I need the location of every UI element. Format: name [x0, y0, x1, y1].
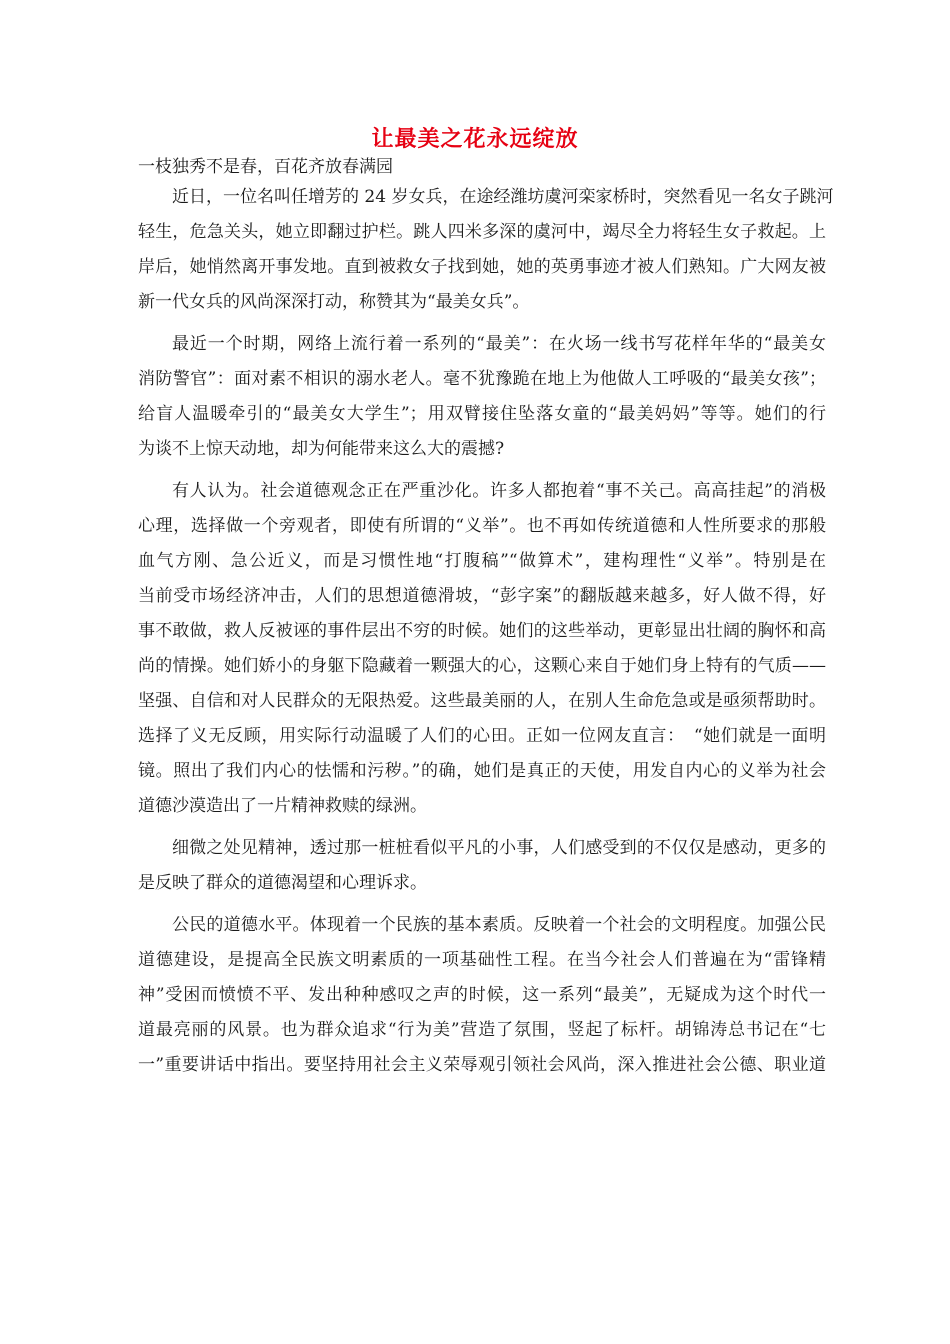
paragraph-line: 消防警官”：面对素不相识的溺水老人。毫不犹豫跪在地上为他做人工呼吸的“最美女孩”； [138, 369, 826, 389]
paragraph-line: 坚强、自信和对人民群众的无限热爱。这些最美丽的人，在别人生命危急或是亟须帮助时。 [138, 691, 826, 711]
paragraph-line: 道最亮丽的风景。也为群众追求“行为美”营造了氛围，竖起了标杆。胡锦涛总书记在“七 [138, 1020, 826, 1040]
page-subtitle: 一枝独秀不是春，百花齐放春满园 [138, 157, 393, 177]
page-title: 让最美之花永远绽放 [371, 126, 579, 152]
paragraph-line: 镜。照出了我们内心的怯懦和污秽。”的确，她们是真正的天使，用发自内心的义举为社会 [138, 761, 826, 781]
paragraph-line: 细微之处见精神，透过那一桩桩看似平凡的小事，人们感受到的不仅仅是感动，更多的 [172, 838, 826, 858]
article-body [138, 180, 834, 1090]
paragraph-line: 为谈不上惊天动地，却为何能带来这么大的震撼? [138, 439, 505, 459]
paragraph-line: 一”重要讲话中指出。要坚持用社会主义荣辱观引领社会风尚，深入推进社会公德、职业道 [138, 1055, 826, 1075]
paragraph-line: 近日，一位名叫任增芳的 24 岁女兵，在途经潍坊虞河栾家桥时，突然看见一名女子跳河 [172, 187, 834, 207]
paragraph [138, 327, 826, 467]
paragraph-line: 轻生，危急关头，她立即翻过护栏。跳人四米多深的虞河中，竭尽全力将轻生女子救起。上 [138, 222, 826, 242]
paragraph-line: 当前受市场经济冲击，人们的思想道德滑坡，“彭字案”的翻版越来越多，好人做不得，好 [138, 586, 826, 606]
paragraph-line: 有人认为。社会道德观念正在严重沙化。许多人都抱着“事不关己。高高挂起”的消极 [172, 481, 826, 501]
paragraph-line: 血气方刚、急公近义，而是习惯性地“打腹稿”“做算术”，建构理性“义举”。特别是在 [138, 551, 826, 571]
paragraph-line: 选择了义无反顾，用实际行动温暖了人们的心田。正如一位网友直言： “她们就是一面明 [138, 726, 826, 746]
paragraph [138, 831, 826, 901]
paragraph-line: 新一代女兵的风尚深深打动，称赞其为“最美女兵”。 [138, 292, 530, 312]
paragraph-line: 神”受困而愤愤不平、发出种种感叹之声的时候，这一系列“最美”，无疑成为这个时代一 [138, 985, 826, 1005]
paragraph-line: 道德沙漠造出了一片精神救赎的绿洲。 [138, 796, 427, 816]
paragraph-line: 最近一个时期，网络上流行着一系列的“最美”：在火场一线书写花样年华的“最美女 [172, 334, 826, 354]
paragraph-line: 公民的道德水平。体现着一个民族的基本素质。反映着一个社会的文明程度。加强公民 [172, 915, 826, 935]
paragraph-line: 是反映了群众的道德渴望和心理诉求。 [138, 873, 427, 893]
paragraph-line: 岸后，她悄然离开事发地。直到被救女子找到她，她的英勇事迹才被人们熟知。广大网友被 [138, 257, 826, 277]
paragraph-line: 道德建设，是提高全民族文明素质的一项基础性工程。在当今社会人们普遍在为“雷锋精 [138, 950, 826, 970]
paragraph [138, 908, 826, 1083]
paragraph [138, 180, 834, 320]
paragraph-line: 给盲人温暖牵引的“最美女大学生”；用双臂接住坠落女童的“最美妈妈”等等。她们的行 [138, 404, 826, 424]
paragraph-line: 事不敢做，救人反被诬的事件层出不穷的时候。她们的这些举动，更彰显出壮阔的胸怀和高 [138, 621, 826, 641]
paragraph [138, 474, 826, 824]
paragraph-line: 心理，选择做一个旁观者，即使有所谓的“义举”。也不再如传统道德和人性所要求的那般 [138, 516, 826, 536]
paragraph-line: 尚的情操。她们娇小的身躯下隐藏着一颗强大的心，这颗心来自于她们身上特有的气质—— [138, 656, 826, 676]
